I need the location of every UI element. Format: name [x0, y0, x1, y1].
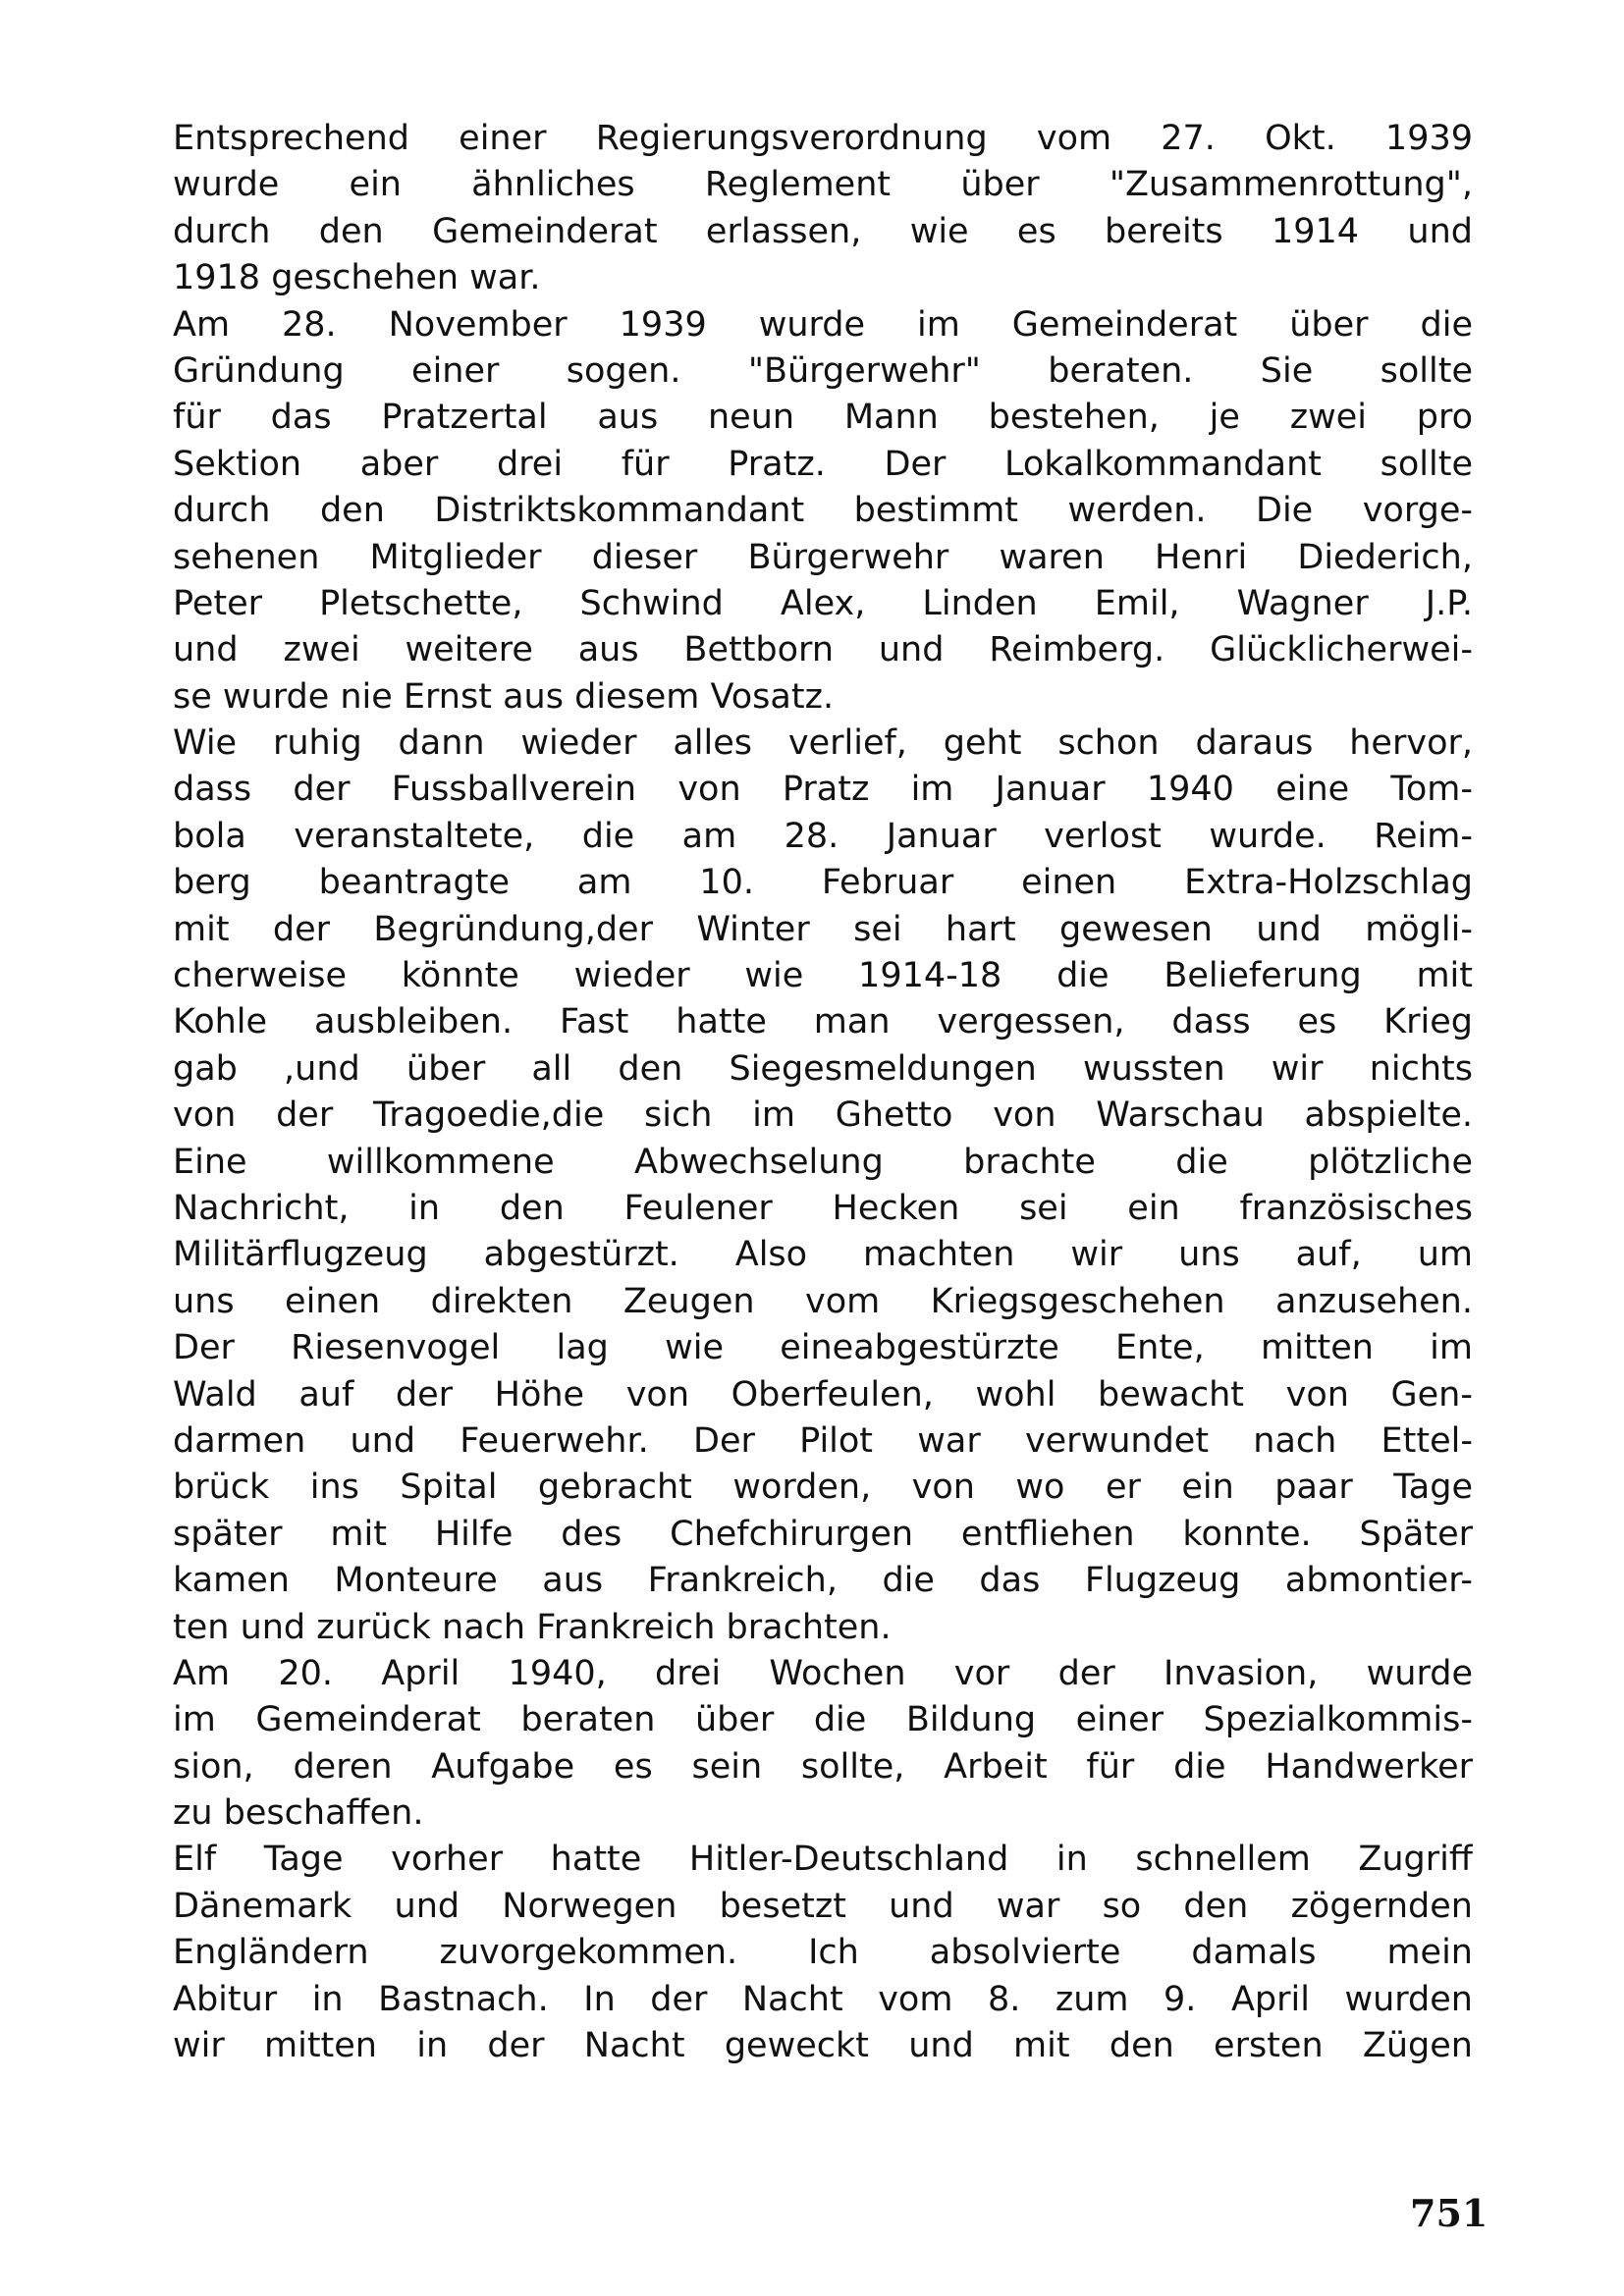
text-line: und zwei weitere aus Bettborn und Reimberg. Glücklicherwei- [173, 630, 1473, 670]
text-line: durch den Distriktskommandant bestimmt werden. Die vorge- [173, 491, 1473, 531]
text-line: Militärflugzeug abgestürzt. Also machten wir uns auf, um [173, 1235, 1473, 1275]
text-line: 1918 geschehen war. [173, 258, 541, 298]
text-line: Der Riesenvogel lag wie eineabgestürzte Ente, mitten im [173, 1328, 1473, 1368]
text-line: Nachricht, in den Feulener Hecken sei ein französisches [173, 1188, 1473, 1228]
text-line: zu beschaffen. [173, 1793, 424, 1834]
page-number: 751 [1410, 2191, 1489, 2235]
text-line: Wald auf der Höhe von Oberfeulen, wohl bewacht von Gen- [173, 1374, 1473, 1415]
text-line: Elf Tage vorher hatte Hitler-Deutschland in schnellem Zugriff [173, 1840, 1473, 1880]
text-line: Peter Pletschette, Schwind Alex, Linden Emil, Wagner J.P. [173, 583, 1473, 623]
text-line: Engländern zuvorgekommen. Ich absolvierte damals mein [173, 1933, 1473, 1973]
text-line: Abitur in Bastnach. In der Nacht vom 8. zum 9. April wurden [173, 1979, 1473, 2019]
text-line: uns einen direkten Zeugen vom Kriegsgeschehen anzusehen. [173, 1281, 1473, 1321]
text-line: brück ins Spital gebracht worden, von wo er ein paar Tage [173, 1468, 1473, 1508]
text-line: Kohle ausbleiben. Fast hatte man vergessen, dass es Krieg [173, 1002, 1473, 1042]
text-line: mit der Begründung,der Winter sei hart gewesen und mögli- [173, 909, 1473, 949]
text-line: sehenen Mitglieder dieser Bürgerwehr waren Henri Diederich, [173, 537, 1473, 577]
text-line: von der Tragoedie,die sich im Ghetto von Warschau abspielte. [173, 1095, 1473, 1136]
text-line: wurde ein ähnliches Reglement über "Zusammenrottung", [173, 165, 1473, 205]
text-line: Am 20. April 1940, drei Wochen vor der Invasion, wurde [173, 1653, 1473, 1693]
text-line: Dänemark und Norwegen besetzt und war so den zögernden [173, 1886, 1473, 1926]
text-line: bola veranstaltete, die am 28. Januar verlost wurde. Reim- [173, 816, 1473, 856]
text-line: berg beantragte am 10. Februar einen Extra-Holzschlag [173, 863, 1473, 903]
text-line: im Gemeinderat beraten über die Bildung einer Spezialkommis- [173, 1700, 1473, 1740]
text-line: se wurde nie Ernst aus diesem Vosatz. [173, 676, 835, 717]
text-line: Am 28. November 1939 wurde im Gemeinderat über die [173, 304, 1473, 345]
text-line: darmen und Feuerwehr. Der Pilot war verwundet nach Ettel- [173, 1420, 1473, 1461]
body-text [173, 116, 1473, 2069]
text-line: sion, deren Aufgabe es sein sollte, Arbeit für die Handwerker [173, 1746, 1473, 1787]
text-line: Eine willkommene Abwechselung brachte die plötzliche [173, 1142, 1473, 1182]
text-line: cherweise könnte wieder wie 1914-18 die Belieferung mit [173, 956, 1473, 996]
text-line: ten und zurück nach Frankreich brachten. [173, 1607, 892, 1647]
text-line: Entsprechend einer Regierungsverordnung vom 27. Okt. 1939 [173, 119, 1473, 158]
text-line: für das Pratzertal aus neun Mann bestehen, je zwei pro [173, 398, 1473, 438]
text-line: Gründung einer sogen. "Bürgerwehr" beraten. Sie sollte [173, 350, 1473, 391]
text-line: wir mitten in der Nacht geweckt und mit den ersten Zügen [173, 2026, 1473, 2066]
text-line: Sektion aber drei für Pratz. Der Lokalkommandant sollte [173, 444, 1473, 484]
text-line: dass der Fussballverein von Pratz im Januar 1940 eine Tom- [173, 770, 1473, 810]
text-line: kamen Monteure aus Frankreich, die das Flugzeug abmontier- [173, 1561, 1473, 1601]
text-line: durch den Gemeinderat erlassen, wie es bereits 1914 und [173, 211, 1473, 251]
text-line: Wie ruhig dann wieder alles verlief, geht schon daraus hervor, [173, 723, 1473, 764]
text-line: später mit Hilfe des Chefchirurgen entfliehen konnte. Später [173, 1514, 1473, 1554]
text-line: gab ,und über all den Siegesmeldungen wussten wir nichts [173, 1048, 1473, 1089]
